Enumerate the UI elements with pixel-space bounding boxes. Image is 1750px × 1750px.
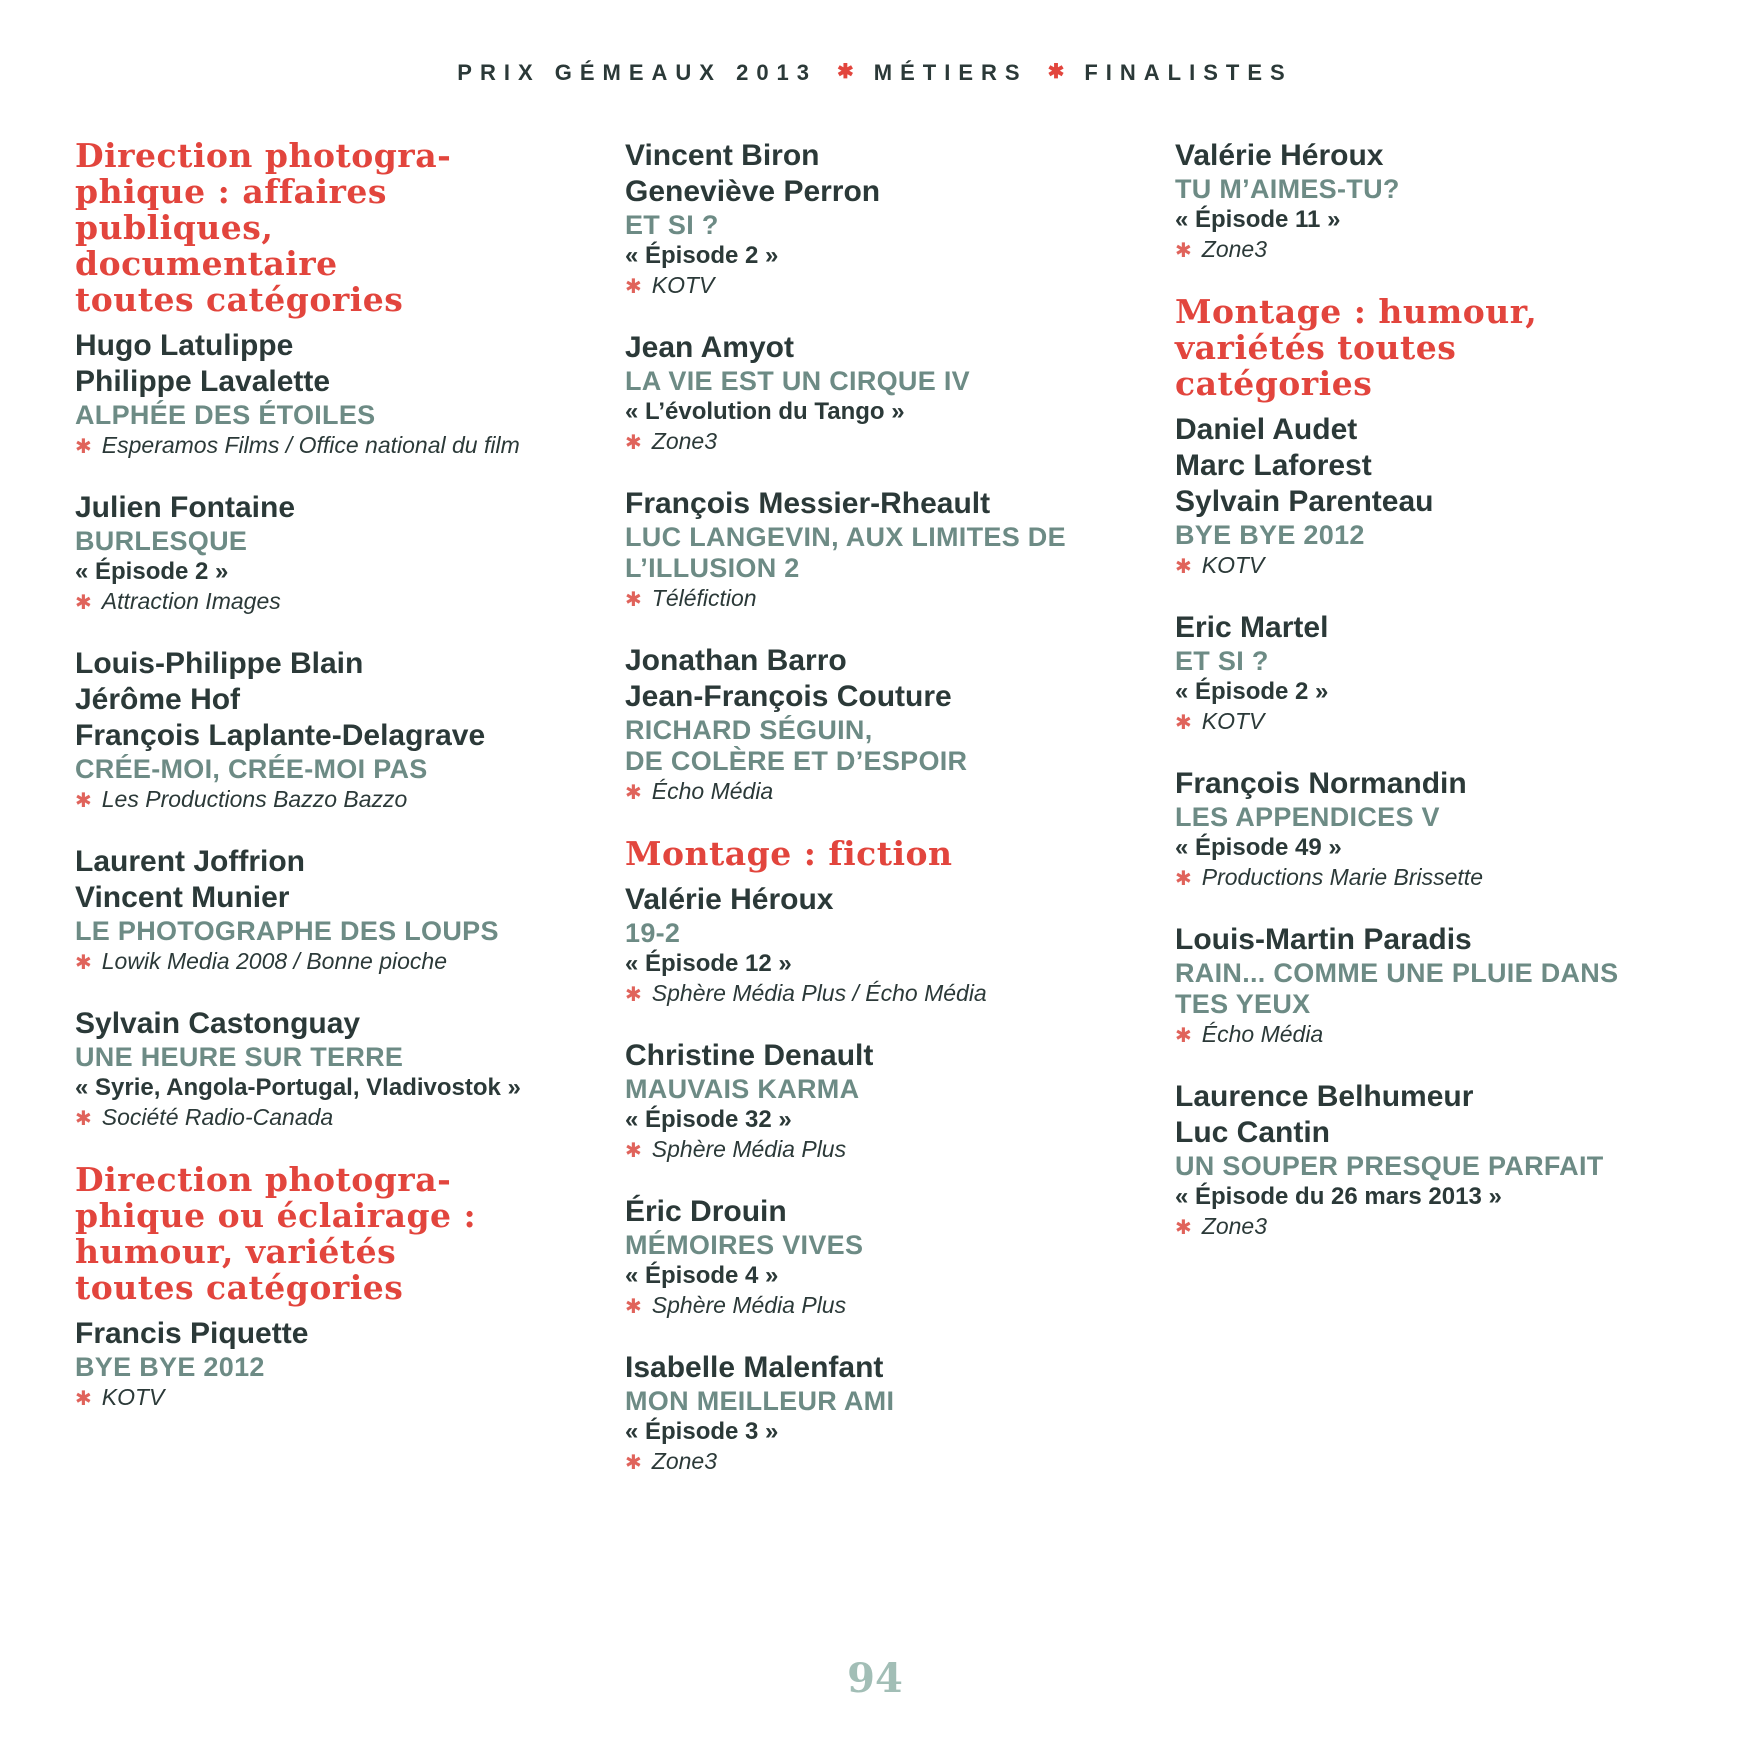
category-heading-line: variétés toutes — [1175, 328, 1457, 367]
category-heading — [1175, 294, 1675, 402]
finalist-entry — [625, 1038, 1175, 1166]
finalist-entry — [1175, 922, 1675, 1051]
finalist-name: Sylvain Parenteau — [1175, 485, 1434, 518]
production-line — [625, 979, 1175, 1010]
episode-label: « Épisode 49 » — [1175, 834, 1342, 861]
production-company: KOTV — [1201, 708, 1265, 734]
show-title-line: 19-2 — [625, 918, 681, 948]
star-icon: ✱ — [625, 1452, 642, 1474]
show-title-line: RICHARD SÉGUIN, — [625, 715, 873, 745]
finalist-name: Jean-François Couture — [625, 680, 952, 713]
star-icon: ✱ — [1047, 61, 1065, 83]
production-company: Sphère Média Plus — [651, 1136, 847, 1162]
finalist-name: Geneviève Perron — [625, 175, 881, 208]
finalist-name: Daniel Audet — [1175, 413, 1358, 446]
finalist-entry — [1175, 138, 1675, 266]
finalist-entry — [75, 490, 625, 618]
category-heading-line: phique ou éclairage : — [75, 1196, 477, 1235]
finalist-name: Vincent Biron — [625, 139, 820, 172]
finalist-name: Valérie Héroux — [625, 883, 834, 916]
star-icon: ✱ — [625, 1140, 642, 1162]
star-icon: ✱ — [75, 1388, 92, 1410]
finalist-name: Jonathan Barro — [625, 644, 847, 677]
star-icon: ✱ — [1175, 556, 1192, 578]
production-company: Sphère Média Plus — [651, 1292, 847, 1318]
finalist-name: Valérie Héroux — [1175, 139, 1384, 172]
finalist-name: Eric Martel — [1175, 611, 1329, 644]
star-icon: ✱ — [625, 432, 642, 454]
finalist-entry — [1175, 766, 1675, 894]
production-company: Esperamos Films / Office national du film — [101, 432, 520, 458]
production-line — [1175, 235, 1675, 266]
category-heading-line: publiques, — [75, 208, 274, 247]
star-icon: ✱ — [625, 276, 642, 298]
show-title-line: LA VIE EST UN CIRQUE IV — [625, 366, 970, 396]
finalist-name: François Messier-Rheault — [625, 487, 991, 520]
production-line — [1175, 551, 1675, 582]
finalist-entry — [75, 1316, 625, 1414]
show-title-line: TU M’AIMES-TU? — [1175, 174, 1400, 204]
finalist-name: Jérôme Hof — [75, 683, 241, 716]
star-icon: ✱ — [75, 1108, 92, 1130]
episode-label: « Épisode 12 » — [625, 950, 792, 977]
star-icon: ✱ — [1175, 1217, 1192, 1239]
episode-label: « Épisode 4 » — [625, 1262, 779, 1289]
episode-label: « Épisode 32 » — [625, 1106, 792, 1133]
category-heading-line: toutes catégories — [75, 280, 404, 319]
show-title-line: TES YEUX — [1175, 989, 1311, 1019]
production-line — [625, 777, 1175, 808]
header-title-finalistes: FINALISTES — [1084, 60, 1293, 85]
category-heading-line: phique : affaires — [75, 172, 387, 211]
show-title-line: LUC LANGEVIN, AUX LIMITES DE — [625, 522, 1066, 552]
finalist-name: Louis-Martin Paradis — [1175, 923, 1472, 956]
production-line — [75, 1383, 625, 1414]
finalist-name: François Normandin — [1175, 767, 1467, 800]
production-company: Zone3 — [651, 1448, 717, 1474]
show-title-line: MÉMOIRES VIVES — [625, 1230, 864, 1260]
show-title-line: UN SOUPER PRESQUE PARFAIT — [1175, 1151, 1604, 1181]
production-line — [75, 1103, 625, 1134]
show-title-line: DE COLÈRE ET D’ESPOIR — [625, 746, 968, 776]
page-number: 94 — [847, 1655, 903, 1702]
star-icon: ✱ — [625, 1296, 642, 1318]
production-line — [1175, 863, 1675, 894]
show-title-line: RAIN... COMME UNE PLUIE DANS — [1175, 958, 1619, 988]
finalist-name: Philippe Lavalette — [75, 365, 331, 398]
finalist-entry — [1175, 1079, 1675, 1243]
star-icon: ✱ — [1175, 1025, 1192, 1047]
finalist-entry — [75, 646, 625, 816]
production-company: Écho Média — [651, 778, 774, 804]
page-header — [0, 60, 1750, 86]
header-title-prix: PRIX GÉMEAUX 2013 — [457, 60, 818, 85]
finalist-name: Sylvain Castonguay — [75, 1007, 361, 1040]
category-heading-line: Direction photogra- — [75, 136, 452, 175]
finalist-entry — [625, 882, 1175, 1010]
finalist-name: Éric Drouin — [625, 1195, 787, 1228]
star-icon: ✱ — [1175, 240, 1192, 262]
category-heading-line: Montage : humour, — [1175, 292, 1538, 331]
show-title-line: LE PHOTOGRAPHE DES LOUPS — [75, 916, 499, 946]
finalist-entry — [75, 844, 625, 978]
finalist-name: Marc Laforest — [1175, 449, 1372, 482]
category-heading-line: catégories — [1175, 364, 1373, 403]
finalist-name: Jean Amyot — [625, 331, 794, 364]
show-title-line: MON MEILLEUR AMI — [625, 1386, 895, 1416]
finalist-entry — [1175, 610, 1675, 738]
finalist-entry — [75, 328, 625, 462]
production-line — [625, 1291, 1175, 1322]
production-company: Zone3 — [651, 428, 717, 454]
production-line — [625, 584, 1175, 615]
episode-label: « Épisode du 26 mars 2013 » — [1175, 1183, 1502, 1210]
show-title-line: BYE BYE 2012 — [1175, 520, 1365, 550]
star-icon: ✱ — [1175, 712, 1192, 734]
production-company: Les Productions Bazzo Bazzo — [101, 786, 408, 812]
star-icon: ✱ — [625, 984, 642, 1006]
finalist-entry — [75, 1006, 625, 1134]
category-heading — [75, 138, 625, 318]
finalist-entry — [625, 330, 1175, 458]
episode-label: « Épisode 2 » — [75, 558, 229, 585]
production-company: Lowik Media 2008 / Bonne pioche — [101, 948, 448, 974]
star-icon: ✱ — [1175, 868, 1192, 890]
star-icon: ✱ — [625, 782, 642, 804]
finalist-entry — [625, 1350, 1175, 1478]
production-company: Téléfiction — [651, 585, 757, 611]
column-2 — [625, 138, 1175, 1506]
episode-label: « Épisode 2 » — [625, 242, 779, 269]
production-line — [75, 431, 625, 462]
production-line — [75, 587, 625, 618]
production-line — [1175, 1212, 1675, 1243]
episode-label: « Épisode 11 » — [1175, 206, 1341, 233]
finalist-name: Julien Fontaine — [75, 491, 296, 524]
category-heading-line: toutes catégories — [75, 1268, 404, 1307]
star-icon: ✱ — [75, 790, 92, 812]
show-title-line: LES APPENDICES V — [1175, 802, 1440, 832]
category-heading — [625, 836, 1175, 872]
production-line — [625, 1135, 1175, 1166]
show-title-line: ALPHÉE DES ÉTOILES — [75, 400, 376, 430]
show-title-line: L’ILLUSION 2 — [625, 553, 800, 583]
finalist-name: Christine Denault — [625, 1039, 874, 1072]
finalist-name: Luc Cantin — [1175, 1116, 1330, 1149]
finalist-entry — [625, 138, 1175, 302]
production-company: Productions Marie Brissette — [1201, 864, 1483, 890]
category-heading-line: humour, variétés — [75, 1232, 397, 1271]
show-title-line: ET SI ? — [1175, 646, 1269, 676]
episode-label: « Épisode 3 » — [625, 1418, 779, 1445]
finalist-entry — [625, 643, 1175, 808]
star-icon: ✱ — [75, 592, 92, 614]
production-line — [625, 427, 1175, 458]
production-line — [625, 271, 1175, 302]
production-line — [1175, 707, 1675, 738]
finalist-name: Isabelle Malenfant — [625, 1351, 884, 1384]
show-title-line: ET SI ? — [625, 210, 719, 240]
production-company: Zone3 — [1201, 236, 1267, 262]
category-heading-line: Direction photogra- — [75, 1160, 452, 1199]
finalist-name: Hugo Latulippe — [75, 329, 294, 362]
show-title-line: MAUVAIS KARMA — [625, 1074, 860, 1104]
category-heading-line: Montage : fiction — [625, 834, 953, 873]
header-title-metiers: MÉTIERS — [873, 60, 1028, 85]
episode-label: « Épisode 2 » — [1175, 678, 1329, 705]
production-line — [75, 947, 625, 978]
page-footer — [0, 1655, 1750, 1702]
star-icon: ✱ — [75, 436, 92, 458]
star-icon: ✱ — [837, 61, 854, 83]
finalist-name: Laurence Belhumeur — [1175, 1080, 1474, 1113]
show-title-line: CRÉE-MOI, CRÉE-MOI PAS — [75, 754, 428, 784]
production-line — [75, 785, 625, 816]
production-company: Société Radio-Canada — [101, 1104, 334, 1130]
production-company: Zone3 — [1201, 1213, 1267, 1239]
show-title-line: BURLESQUE — [75, 526, 248, 556]
finalist-name: Francis Piquette — [75, 1317, 309, 1350]
production-line — [1175, 1020, 1675, 1051]
finalist-entry — [625, 1194, 1175, 1322]
star-icon: ✱ — [75, 952, 92, 974]
category-heading — [75, 1162, 625, 1306]
production-company: Sphère Média Plus / Écho Média — [651, 980, 987, 1006]
finalists-columns — [75, 138, 1675, 1506]
star-icon: ✱ — [625, 589, 642, 611]
column-1 — [75, 138, 625, 1506]
production-company: KOTV — [101, 1384, 165, 1410]
production-line — [625, 1447, 1175, 1478]
finalist-entry — [1175, 412, 1675, 582]
category-heading-line: documentaire — [75, 244, 338, 283]
finalist-name: Louis-Philippe Blain — [75, 647, 364, 680]
production-company: KOTV — [1201, 552, 1265, 578]
production-company: Écho Média — [1201, 1021, 1324, 1047]
episode-label: « L’évolution du Tango » — [625, 398, 905, 425]
finalist-name: Laurent Joffrion — [75, 845, 305, 878]
production-company: KOTV — [651, 272, 715, 298]
finalist-name: Vincent Munier — [75, 881, 290, 914]
finalist-name: François Laplante-Delagrave — [75, 719, 486, 752]
show-title-line: BYE BYE 2012 — [75, 1352, 265, 1382]
finalist-entry — [625, 486, 1175, 615]
column-3 — [1175, 138, 1675, 1506]
production-company: Attraction Images — [101, 588, 281, 614]
show-title-line: UNE HEURE SUR TERRE — [75, 1042, 404, 1072]
episode-label: « Syrie, Angola-Portugal, Vladivostok » — [75, 1074, 521, 1101]
